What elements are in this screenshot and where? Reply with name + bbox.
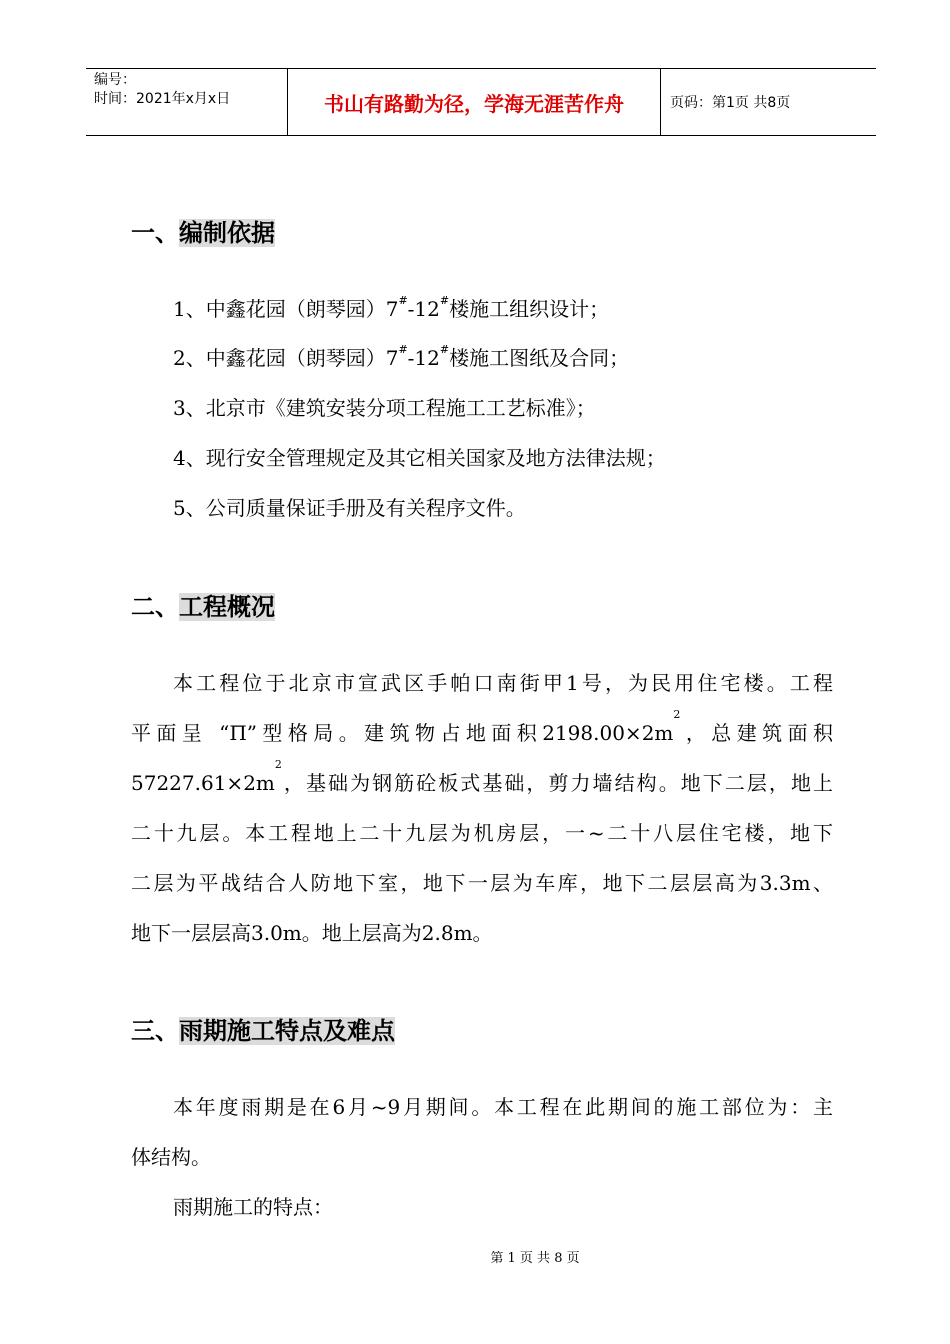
list-item: 2、中鑫花园（朗琴园）7#-12#楼施工图纸及合同；	[173, 343, 630, 370]
paragraph-line: 体结构。	[131, 1145, 211, 1169]
paragraph-line: 平面呈 “Π”型格局。建筑物占地面积$2198.00\times 2m^2$，总建筑面积	[131, 708, 834, 745]
header-meta-cell	[86, 69, 288, 135]
header-page-cell	[661, 69, 876, 135]
section-2-paragraph	[131, 658, 833, 958]
paragraph-line: 本年度雨期是在6月~9月期间。本工程在此期间的施工部位为：主	[173, 1095, 833, 1119]
section-1-title: 编制依据	[179, 219, 275, 247]
paragraph-line: 二十九层。本工程地上二十九层为机房层，一~二十八层住宅楼，地下	[131, 821, 833, 845]
section-3-paragraph	[131, 1082, 833, 1232]
list-item: 5、公司质量保证手册及有关程序文件。	[173, 496, 526, 520]
list-item: 1、中鑫花园（朗琴园）7#-12#楼施工组织设计；	[173, 294, 610, 321]
paragraph-line: 二层为平战结合人防地下室，地下一层为车库，地下二层层高为3.3m、	[131, 871, 833, 895]
paragraph-line: $57227.61\times 2m^2$，基础为钢筋砼板式基础，剪力墙结构。地下二层，地上	[131, 758, 833, 795]
section-2-title: 工程概况	[179, 593, 275, 621]
paragraph-line: 雨期施工的特点：	[173, 1195, 333, 1219]
list-item: 4、现行安全管理规定及其它相关国家及地方法律法规；	[173, 446, 666, 470]
section-1-heading	[131, 218, 275, 248]
motto: 书山有路勤为径，学海无涯苦作舟	[324, 91, 624, 116]
section-2-heading	[131, 592, 275, 622]
list-item: 3、北京市《建筑安装分项工程施工工艺标准》；	[173, 396, 596, 420]
section-3-number: 三、	[131, 1017, 179, 1045]
code-label: 编号：	[94, 72, 136, 88]
header-motto-cell	[288, 69, 661, 135]
page-footer: 第 1 页 共 8 页	[490, 1251, 580, 1266]
paragraph-line: 地下一层层高3.0m。地上层高为2.8m。	[131, 921, 493, 945]
section-3-heading	[131, 1016, 395, 1046]
page-header	[86, 68, 876, 136]
time-label: 时间：2021年x月x日	[94, 91, 231, 107]
section-2-number: 二、	[131, 593, 179, 621]
section-3-title: 雨期施工特点及难点	[179, 1017, 395, 1045]
page-info: 页码：第1页 共8页	[670, 95, 791, 111]
section-1-number: 一、	[131, 219, 179, 247]
paragraph-line: 本工程位于北京市宣武区手帕口南街甲1号，为民用住宅楼。工程	[173, 671, 833, 695]
